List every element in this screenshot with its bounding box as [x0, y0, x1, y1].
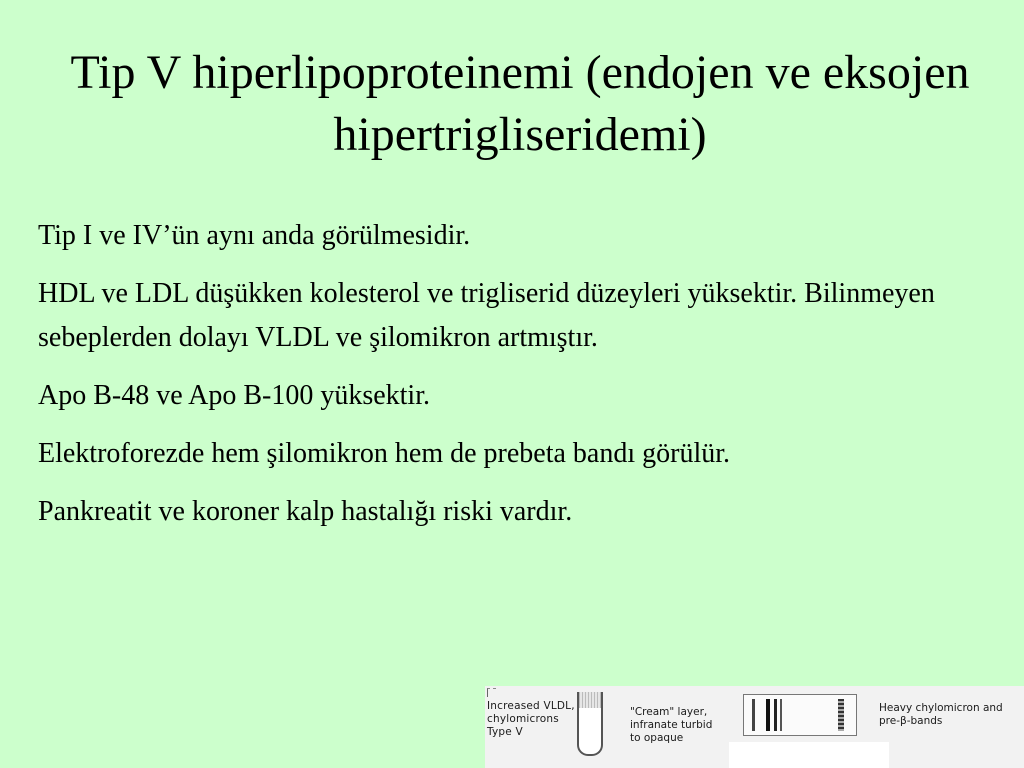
bullet-paragraph: Pankreatit ve koroner kalp hastalığı riski vardır. — [38, 496, 573, 527]
figure-corner-mark — [487, 688, 496, 697]
band — [766, 699, 770, 731]
figure-band-description: Heavy chylomicron and pre-β-bands — [879, 702, 1003, 727]
figure-blank-area — [729, 742, 889, 768]
electrophoresis-strip — [743, 694, 857, 736]
cream-layer — [579, 692, 601, 708]
bullet-paragraph: Apo B-48 ve Apo B-100 yüksektir. — [38, 380, 430, 411]
band — [774, 699, 777, 731]
bullet-paragraph: Elektroforezde hem şilomikron hem de prebeta bandı görülür. — [38, 438, 731, 469]
electrophoresis-figure — [485, 686, 1024, 768]
band — [780, 699, 782, 731]
slide-title: Tip V hiperlipoproteinemi (endojen ve eksojen hipertrigliseridemi) — [70, 46, 970, 161]
band — [838, 699, 844, 731]
bullet-paragraph: HDL ve LDL düşükken kolesterol ve trigliserid düzeyleri yüksektir. Bilinmeyen sebeplerden dolayı VLDL ve şilomikron artmıştır. — [38, 278, 935, 353]
bullet-paragraph: Tip I ve IV’ün aynı anda görülmesidir. — [38, 220, 471, 251]
figure-tube-description: "Cream" layer, infranate turbid to opaque — [630, 706, 713, 744]
band — [752, 699, 755, 731]
figure-type-label: Increased VLDL, chylomicrons Type V — [487, 700, 575, 738]
test-tube-icon — [577, 692, 603, 756]
slide-body — [38, 214, 978, 548]
